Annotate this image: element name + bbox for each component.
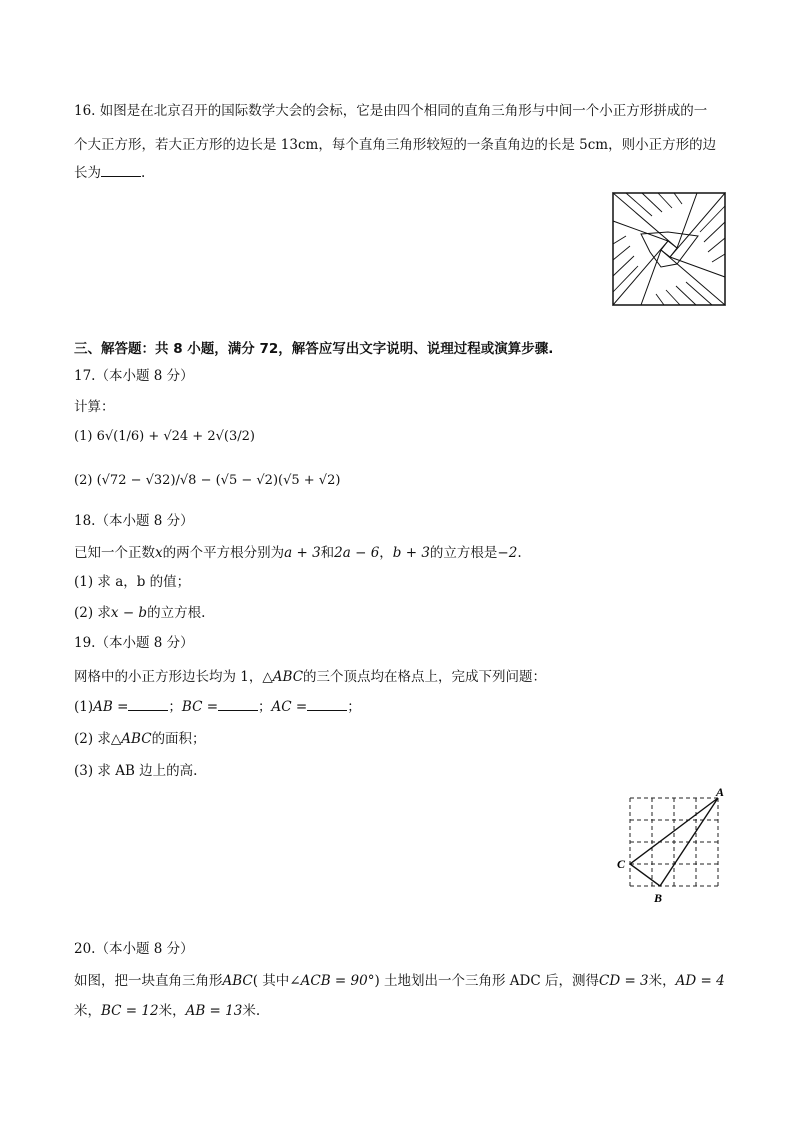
q20-l1-m2: ∠ACB = 90° [289, 973, 375, 989]
q19-label-a: A [716, 785, 725, 799]
q19-label-b: B [654, 891, 663, 905]
q19-stem-a: 网格中的小正方形边长均为 1， [74, 669, 263, 685]
q18-stem-d: ， [379, 545, 393, 561]
q16-line3-suffix: . [141, 165, 146, 181]
q19-ac-blank[interactable] [307, 698, 347, 711]
q19-p1-ab: AB = [93, 699, 129, 715]
q17-header: 17.（本小题 8 分） [74, 368, 194, 384]
q18-p2-m: x − b [110, 605, 148, 621]
q16-answer-blank[interactable] [101, 164, 141, 177]
q19-part1 [74, 698, 361, 716]
q19-stem [74, 668, 546, 686]
q19-stem-b: 的三个顶点均在格点上，完成下列问题： [303, 669, 547, 685]
q18-stem-m3: b + 3 [392, 545, 430, 561]
q17-p1-expr: 6√(1/6) + √24 + 2√(3/2) [96, 429, 255, 444]
q18-stem-m4: −2 [497, 545, 518, 561]
q20-line2 [74, 1002, 260, 1020]
q19-p1-ac: AC = [271, 699, 308, 715]
q20-l1-c: ) 土地划出一个三角形 ADC 后，测得 [374, 973, 599, 989]
q19-p2-m: △ABC [110, 731, 152, 747]
q18-stem-f: . [517, 545, 522, 561]
q18-stem-c: 和 [320, 545, 335, 561]
q16-square-figure [612, 192, 726, 306]
q18-stem [74, 544, 522, 562]
q20-l1-d: 米， [648, 973, 676, 989]
q19-label-c: C [617, 857, 626, 871]
q18-part2 [74, 604, 205, 622]
q18-part1: (1) 求 a，b 的值； [74, 574, 191, 590]
q19-p2-a: (2) 求 [74, 731, 111, 747]
section3-title: 三、解答题：共 8 小题，满分 72，解答应写出文字说明、说理过程或演算步骤. [74, 341, 554, 357]
q20-l1-m1: ABC [222, 973, 253, 989]
q16-line2: 个大正方形，若大正方形的边长是 13cm，每个直角三角形较短的一条直角边的长是 5cm，则小正方形的边 [74, 137, 717, 153]
q19-p1-sep2: ； [258, 699, 272, 715]
q20-l1-a: 如图，把一块直角三角形 [74, 973, 223, 989]
q18-p2-b: 的立方根. [147, 605, 206, 621]
q16-line3 [74, 164, 145, 182]
q20-header: 20.（本小题 8 分） [74, 941, 194, 957]
q19-stem-m: △ABC [262, 669, 304, 685]
q18-stem-a: 已知一个正数 [74, 545, 155, 561]
q17-instruction: 计算： [74, 399, 115, 415]
q20-l2-m2: AB = 13 [185, 1003, 243, 1019]
q19-p1-sep1: ； [168, 699, 182, 715]
q19-bc-blank[interactable] [218, 698, 258, 711]
q20-l2-a: 米， [74, 1003, 101, 1019]
q19-part2 [74, 730, 206, 748]
q20-l1-b: ( 其中 [252, 973, 290, 989]
q18-stem-m1: a + 3 [284, 545, 321, 561]
q17-p2-label: (2) [74, 473, 93, 488]
q17-part1 [74, 428, 255, 446]
q16-line3-prefix: 长为 [74, 165, 101, 181]
q20-l2-m1: BC = 12 [101, 1003, 159, 1019]
q20-l2-b: 米， [158, 1003, 186, 1019]
q19-header: 19.（本小题 8 分） [74, 635, 194, 651]
q20-l2-c: 米. [242, 1003, 261, 1019]
q19-p1-bc: BC = [181, 699, 219, 715]
q18-p2-a: (2) 求 [74, 605, 111, 621]
q18-header: 18.（本小题 8 分） [74, 513, 194, 529]
q20-line1 [74, 972, 725, 990]
q19-grid-figure [612, 784, 732, 908]
q17-p2-expr: (√72 − √32)/√8 − (√5 − √2)(√5 + √2) [96, 473, 341, 488]
q17-part2 [74, 472, 340, 490]
q18-stem-e: 的立方根是 [429, 545, 498, 561]
q20-l1-m3: CD = 3 [599, 973, 649, 989]
q18-stem-m2: 2a − 6 [334, 545, 380, 561]
q19-ab-blank[interactable] [128, 698, 168, 711]
q19-p1-sep3: ； [347, 699, 361, 715]
q17-p1-label: (1) [74, 429, 93, 444]
q18-stem-x: x [155, 545, 163, 561]
q19-p2-b: 的面积； [151, 731, 206, 747]
q19-part3: (3) 求 AB 边上的高. [74, 763, 198, 779]
q19-p1-label: (1) [74, 699, 94, 715]
q18-stem-b: 的两个平方根分别为 [162, 545, 285, 561]
q16-line1: 16. 如图是在北京召开的国际数学大会的会标，它是由四个相同的直角三角形与中间一个小正方形拼成的一 [74, 103, 708, 119]
q20-l1-m4: AD = 4 [675, 973, 725, 989]
